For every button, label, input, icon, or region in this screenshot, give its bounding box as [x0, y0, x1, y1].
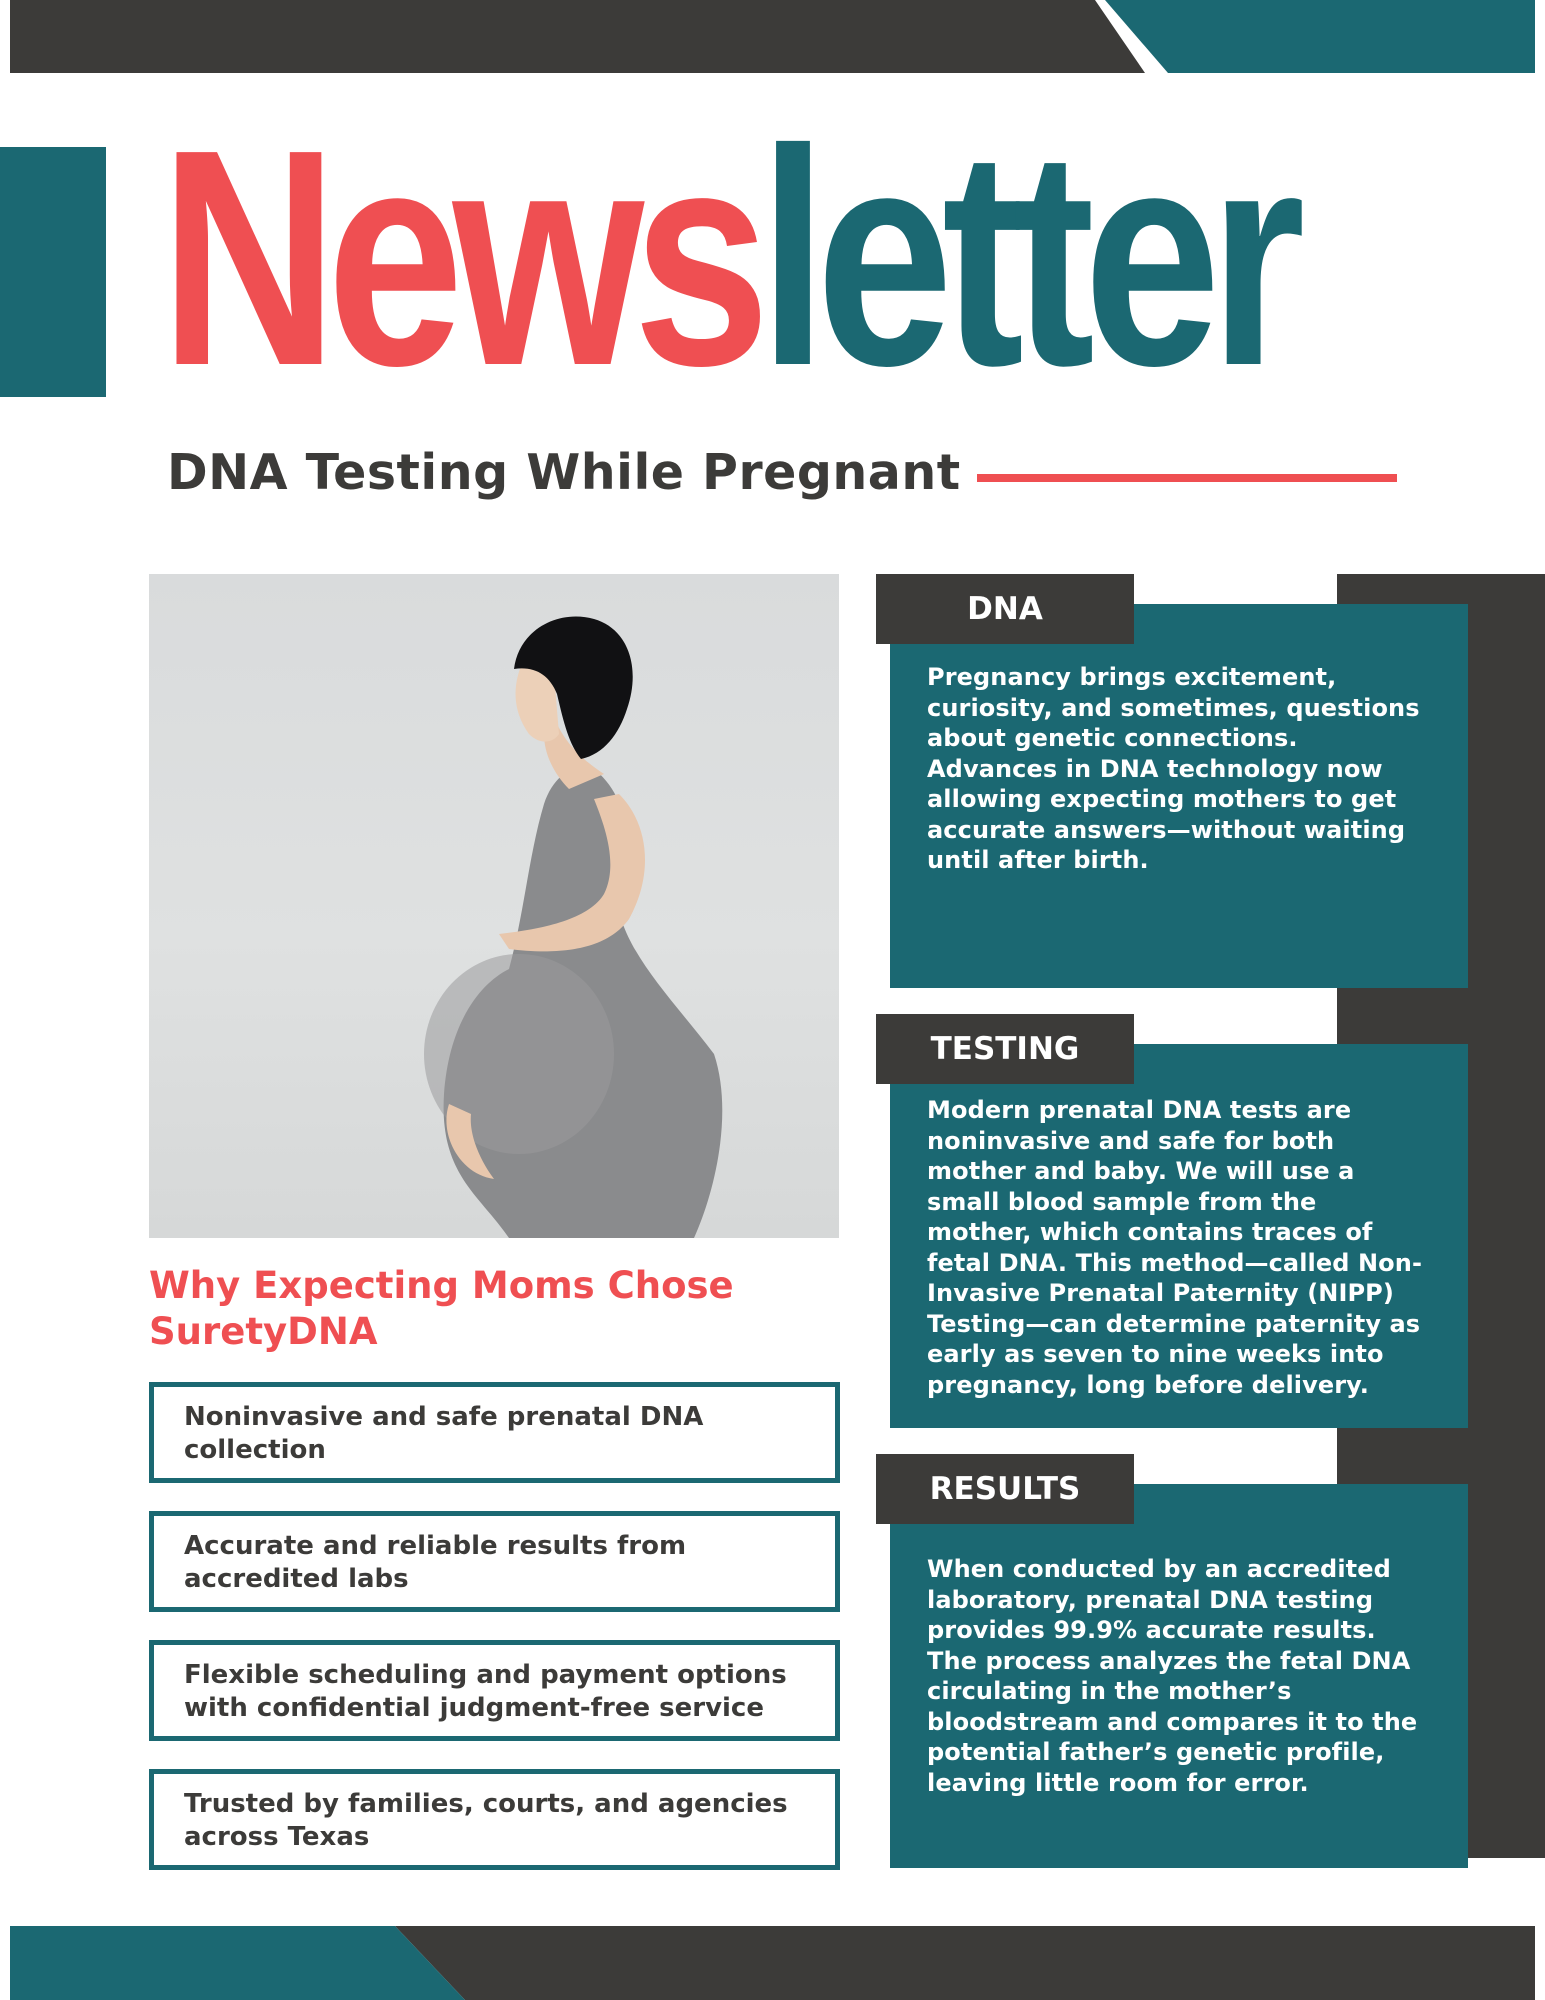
reason-box	[149, 1769, 840, 1870]
results-tab: RESULTS	[876, 1454, 1134, 1524]
title-letter: letter	[758, 86, 1295, 430]
reason-text: Flexible scheduling and payment options with confidential judgment-free service	[184, 1660, 787, 1723]
testing-text: Modern prenatal DNA tests are noninvasive and safe for both mother and baby. We will use a small blood sample from the mother, which contains traces of fetal DNA. This method—called Non-Invasive Prenatal Paternity (NIPP) Testing—can determine paternity as early as seven to nine weeks into pregnancy, long before delivery.	[927, 1096, 1423, 1399]
bottom-banner-teal	[10, 1926, 465, 2000]
reason-text: Accurate and reliable results from accredited labs	[184, 1531, 687, 1594]
subtitle-rule	[977, 474, 1397, 482]
reason-box	[149, 1511, 840, 1612]
newsletter-title	[160, 86, 1295, 430]
reason-box	[149, 1382, 840, 1483]
testing-tab: TESTING	[876, 1014, 1134, 1084]
masthead-accent-bar	[0, 147, 106, 397]
dna-text: Pregnancy brings excitement, curiosity, and sometimes, questions about genetic connections. Advances in DNA technology now allowing expecting mothers to get accurate answers—without waiting until after birth.	[927, 663, 1420, 874]
dna-tab: DNA	[876, 574, 1134, 644]
why-heading: Why Expecting Moms Chose SuretyDNA	[149, 1264, 734, 1353]
top-banner-teal	[1105, 0, 1535, 73]
reason-text: Noninvasive and safe prenatal DNA collection	[184, 1402, 704, 1465]
pregnant-woman-photo	[149, 574, 839, 1238]
title-news: News	[160, 86, 759, 430]
page-subtitle: DNA Testing While Pregnant	[167, 444, 961, 501]
bottom-banner-dark	[395, 1926, 1535, 2000]
reason-box	[149, 1640, 840, 1741]
results-text: When conducted by an accredited laboratory, prenatal DNA testing provides 99.9% accurate results. The process analyzes the fetal DNA circulating in the mother’s bloodstream and compares it to the potential father’s genetic profile, leaving little room for error.	[927, 1555, 1418, 1797]
top-banner-dark	[10, 0, 1145, 73]
reason-text: Trusted by families, courts, and agencies across Texas	[184, 1789, 788, 1852]
